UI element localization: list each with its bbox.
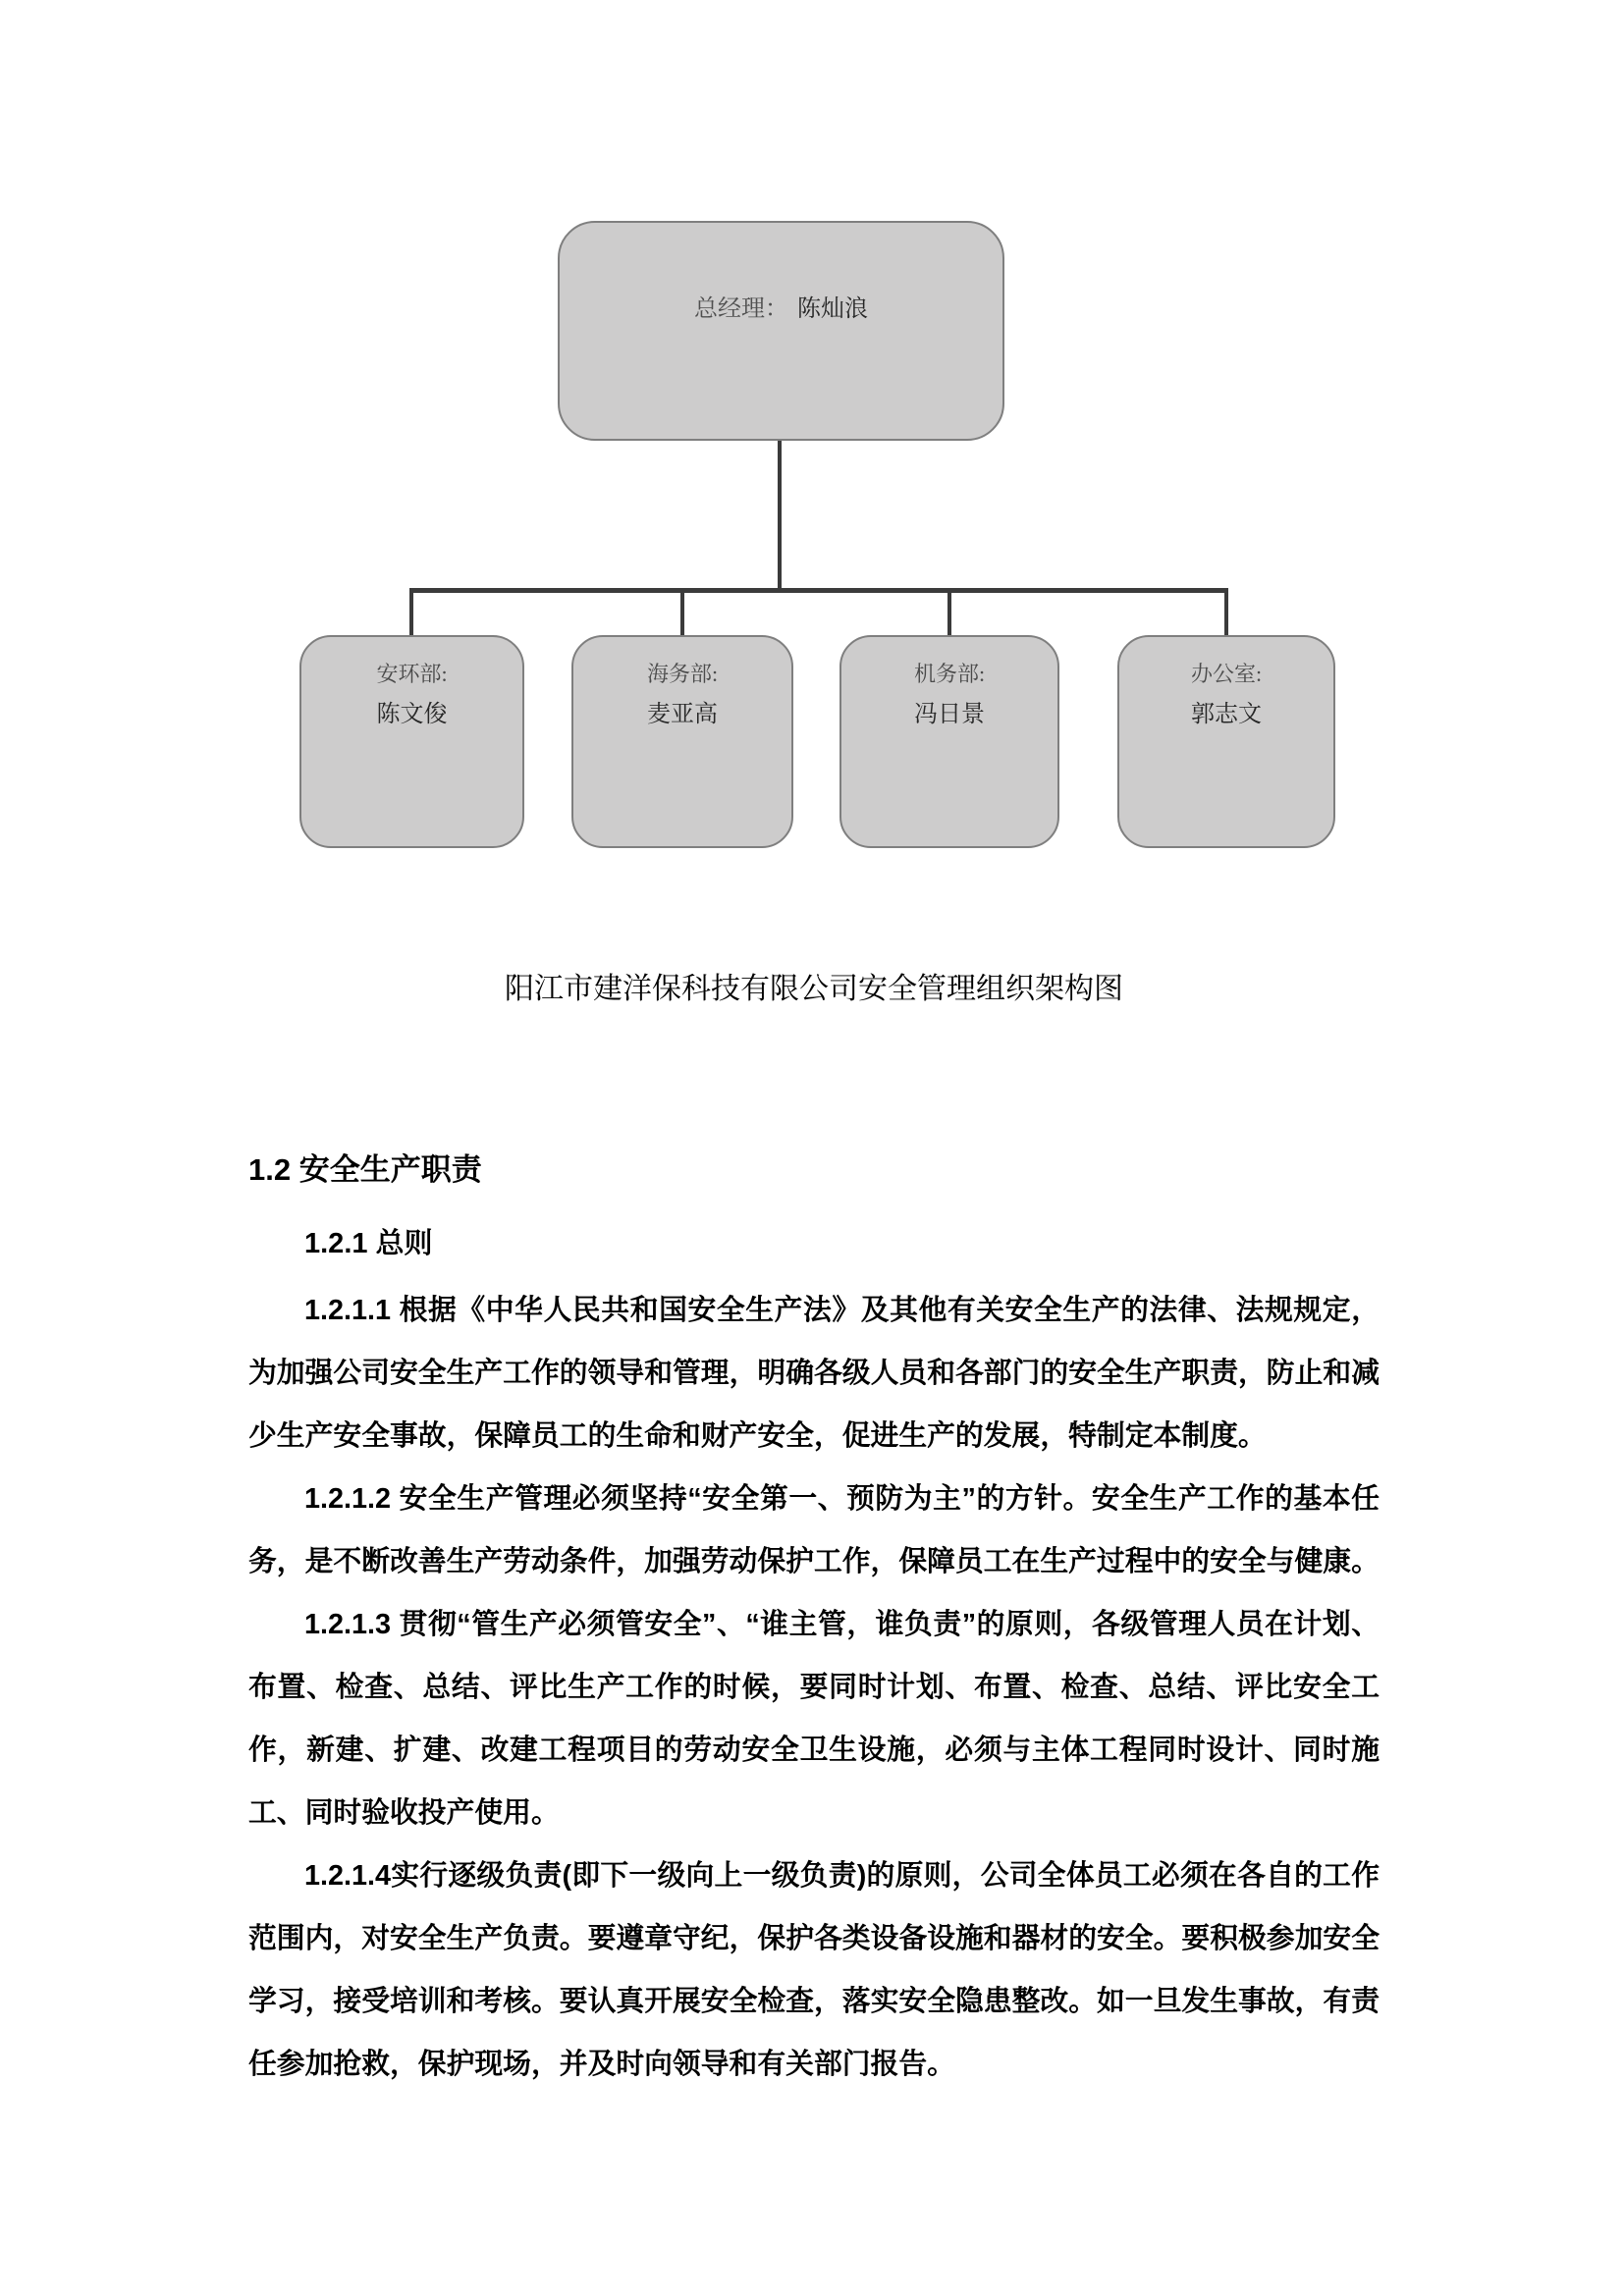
chart-caption: 阳江市建洋保科技有限公司安全管理组织架构图 (505, 973, 1123, 1005)
org-node-dept-2 (571, 635, 793, 848)
org-chart (0, 0, 1624, 1041)
connector-drop-2 (680, 590, 684, 637)
connector-drop-1 (409, 590, 413, 637)
connector-drop-4 (1224, 590, 1228, 637)
org-node-general-manager (558, 221, 1004, 441)
org-node-dept-1 (299, 635, 524, 848)
dept-label: 海务部: (646, 662, 719, 686)
section-subheading: 1.2.1 总则 (304, 1228, 433, 1259)
dept-person: 陈文俊 (376, 702, 448, 727)
paragraph-4: 1.2.1.4实行逐级负责(即下一级向上一级负责)的原则，公司全体员工必须在各自的工作范围内，对安全生产负责。要遵章守纪，保护各类设备设施和器材的安全。要积极参加安全学习，接受培训和考核。要认真开展安全检查，落实安全隐患整改。如一旦发生事故，有责任参加抢救，保护现场，并及时向领导和有关部门报告。 (248, 1860, 1380, 2080)
org-node-dept-4 (1117, 635, 1335, 848)
paragraph-2: 1.2.1.2 安全生产管理必须坚持“安全第一、预防为主”的方针。安全生产工作的基本任务，是不断改善生产劳动条件，加强劳动保护工作，保障员工在生产过程中的安全与健康。 (248, 1483, 1380, 1577)
connector-root-vertical (778, 440, 782, 591)
org-node-title: 总经理： (694, 296, 788, 322)
org-node-dept-3 (839, 635, 1059, 848)
org-node-person: 陈灿浪 (797, 296, 868, 322)
dept-person: 冯日景 (914, 702, 985, 727)
paragraph-block (248, 1279, 1380, 2096)
paragraph-1: 1.2.1.1 根据《中华人民共和国安全生产法》及其他有关安全生产的法律、法规规定，为加强公司安全生产工作的领导和管理，明确各级人员和各部门的安全生产职责，防止和减少生产安全事故，保障员工的生命和财产安全，促进生产的发展，特制定本制度。 (248, 1295, 1380, 1452)
connector-drop-3 (947, 590, 951, 637)
dept-person: 麦亚高 (647, 702, 718, 727)
dept-label: 机务部: (913, 662, 986, 686)
paragraph-3: 1.2.1.3 贯彻“管生产必须管安全”、“谁主管，谁负责”的原则，各级管理人员在计划、布置、检查、总结、评比生产工作的时候，要同时计划、布置、检查、总结、评比安全工作，新建、扩建、改建工程项目的劳动安全卫生设施，必须与主体工程同时设计、同时施工、同时验收投产使用。 (248, 1609, 1380, 1829)
body-section (248, 1150, 1380, 2096)
dept-label: 安环部: (376, 662, 448, 686)
section-heading: 1.2 安全生产职责 (248, 1152, 482, 1187)
dept-person: 郭志文 (1191, 702, 1262, 727)
connector-horizontal-bar (409, 588, 1228, 593)
dept-label: 办公室: (1190, 662, 1263, 686)
